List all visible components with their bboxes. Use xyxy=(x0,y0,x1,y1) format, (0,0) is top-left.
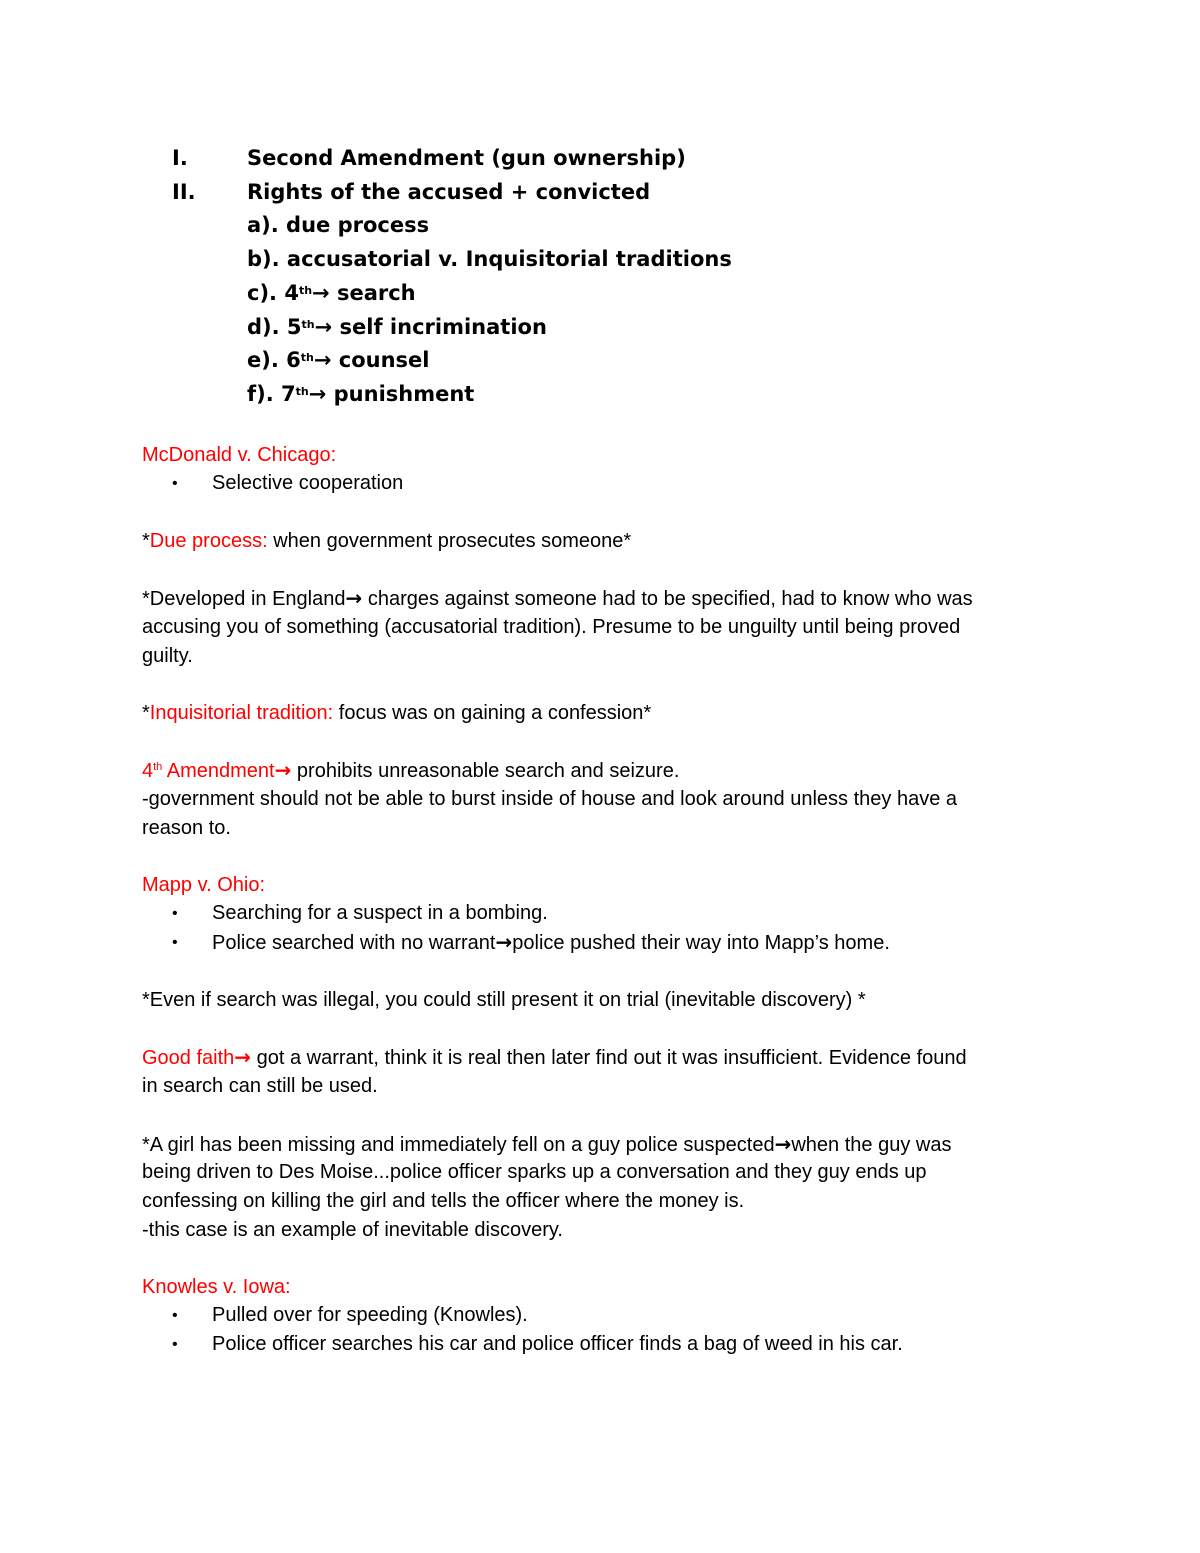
outline-text: Rights of the accused + convicted xyxy=(247,180,651,204)
arrow-icon: → xyxy=(308,382,327,406)
developed-paragraph-line2: accusing you of something (accusatorial tradition). Presume to be unguilty until being proved xyxy=(142,616,961,638)
superscript: th xyxy=(300,351,314,364)
outline-number: I. xyxy=(172,146,188,170)
developed-paragraph-line3: guilty. xyxy=(142,645,193,667)
subitem-text: counsel xyxy=(331,348,430,372)
inevitable-discovery-note: *Even if search was illegal, you could still present it on trial (inevitable discovery) * xyxy=(142,989,866,1011)
outline-number: II. xyxy=(172,180,196,204)
bullet-icon: • xyxy=(172,1307,178,1324)
subitem-text: punishment xyxy=(326,382,475,406)
bullet-text: Police searched with no warrant→police pushed their way into Mapp’s home. xyxy=(212,930,890,954)
arrow-icon: → xyxy=(234,1045,252,1069)
girl-paragraph-line4: -this case is an example of inevitable discovery. xyxy=(142,1219,563,1241)
subitem-text: search xyxy=(329,281,416,305)
bullet-icon: • xyxy=(172,905,178,922)
text: *Developed in England xyxy=(142,588,346,610)
fourth-amendment-line1 xyxy=(142,756,679,785)
good-faith-line1 xyxy=(142,1043,967,1072)
term: Due process: xyxy=(149,530,268,552)
subitem-text: e). 6 xyxy=(247,348,301,372)
subitem-text: b). accusatorial v. Inquisitorial traditions xyxy=(247,247,732,271)
text: * xyxy=(142,530,150,552)
girl-paragraph-line1 xyxy=(142,1130,951,1159)
arrow-icon: → xyxy=(345,586,363,610)
superscript: th xyxy=(298,284,313,297)
text: when government prosecutes someone* xyxy=(267,530,632,552)
outline-item-1 xyxy=(0,144,1200,173)
due-process-paragraph xyxy=(142,527,631,556)
bullet-text: Police officer searches his car and police officer finds a bag of weed in his car. xyxy=(212,1333,903,1355)
outline-text: Second Amendment (gun ownership) xyxy=(247,146,686,170)
subitem-text: a). due process xyxy=(247,213,430,237)
term: Good faith→ xyxy=(142,1045,252,1069)
girl-paragraph-line2: being driven to Des Moise...police officer sparks up a conversation and they guy ends up xyxy=(142,1161,927,1183)
term: 4th Amendment→ xyxy=(142,758,292,782)
arrow-icon: → xyxy=(312,281,330,305)
arrow-icon: → xyxy=(313,348,332,372)
subitem-text: d). 5 xyxy=(247,315,302,339)
bullet-icon: • xyxy=(172,475,178,492)
text: charges against someone had to be specified, had to know who was xyxy=(362,588,973,610)
fourth-amendment-line3: reason to. xyxy=(142,817,231,839)
text: prohibits unreasonable search and seizure. xyxy=(291,760,680,782)
subitem-text: self incrimination xyxy=(332,315,547,339)
fourth-amendment-line2: -government should not be able to burst inside of house and look around unless they have a xyxy=(142,788,957,810)
developed-paragraph-line1 xyxy=(142,584,973,613)
bullet-text: Pulled over for speeding (Knowles). xyxy=(212,1304,528,1326)
term: Inquisitorial tradition: xyxy=(149,702,334,724)
outline-item-2 xyxy=(0,178,1200,207)
arrow-icon: → xyxy=(495,930,513,954)
text: *A girl has been missing and immediately fell on a guy police suspected xyxy=(142,1134,775,1156)
bullet-text: Selective cooperation xyxy=(212,472,404,494)
mapp-heading: Mapp v. Ohio: xyxy=(142,874,266,896)
subitem-text: f). 7 xyxy=(247,382,296,406)
girl-paragraph-line3: confessing on killing the girl and tells the officer where the money is. xyxy=(142,1190,745,1212)
inquisitorial-paragraph xyxy=(142,699,651,728)
text: * xyxy=(142,702,150,724)
text: when the guy was xyxy=(791,1134,952,1156)
good-faith-line2: in search can still be used. xyxy=(142,1075,378,1097)
arrow-icon: → xyxy=(314,315,333,339)
text: focus was on gaining a confession* xyxy=(333,702,652,724)
subitem-text: c). 4 xyxy=(247,281,299,305)
mcdonald-heading: McDonald v. Chicago: xyxy=(142,444,337,466)
arrow-icon: → xyxy=(274,758,292,782)
knowles-heading: Knowles v. Iowa: xyxy=(142,1276,291,1298)
bullet-icon: • xyxy=(172,934,178,951)
bullet-icon: • xyxy=(172,1336,178,1353)
bullet-text: Searching for a suspect in a bombing. xyxy=(212,902,548,924)
superscript: th xyxy=(295,385,309,398)
arrow-icon: → xyxy=(774,1132,792,1156)
superscript: th xyxy=(301,318,315,331)
text: got a warrant, think it is real then later find out it was insufficient. Evidence found xyxy=(251,1047,967,1069)
